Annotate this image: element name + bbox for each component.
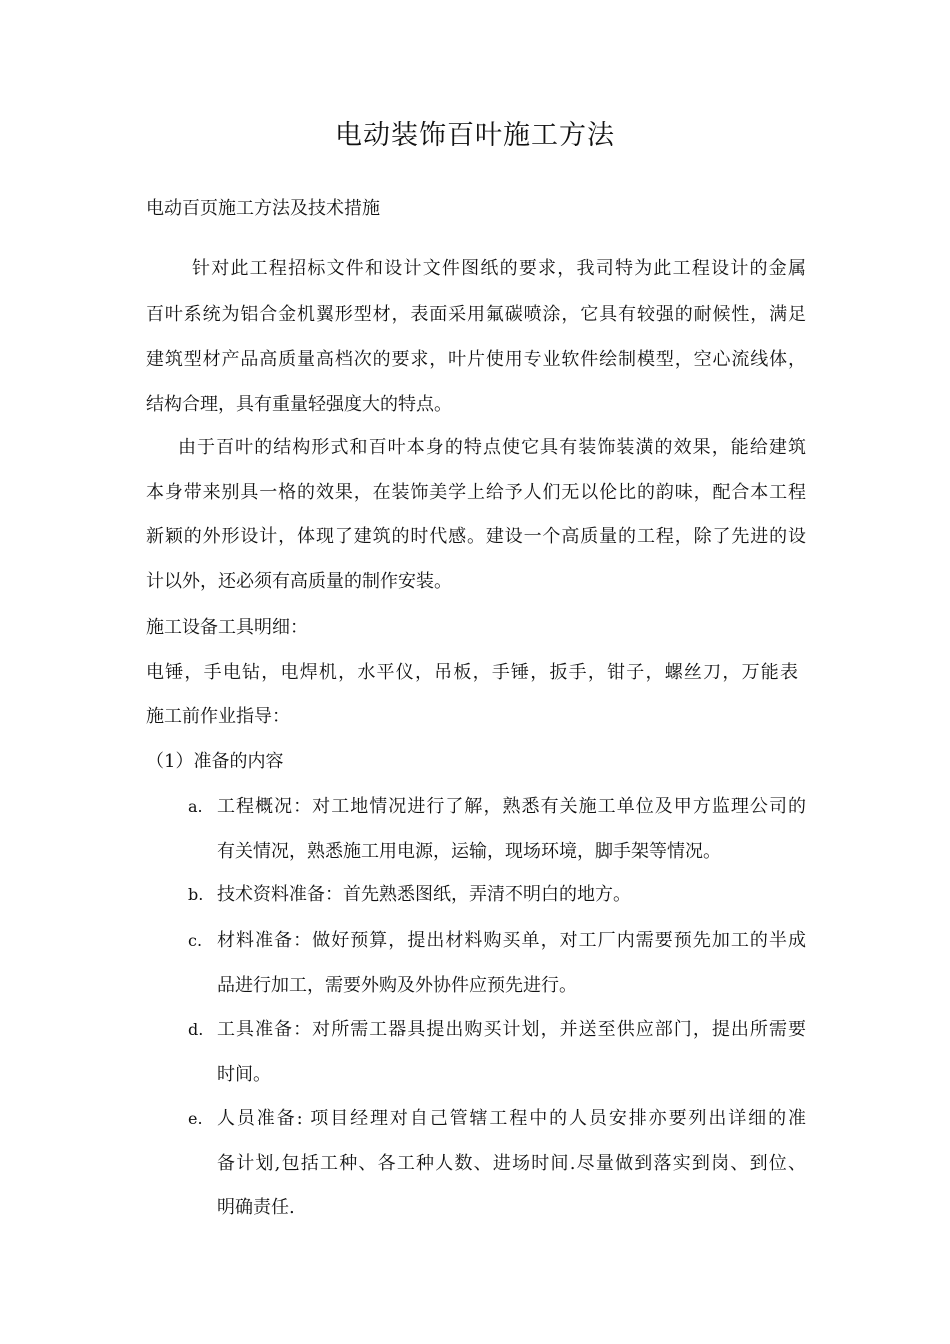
list-item-line: 人员准备: 项目经理对自己管辖工程中的人员安排亦要列出详细的准 (217, 1108, 806, 1129)
list-item-line: 时间。 (217, 1064, 271, 1085)
equipment-list: 电锤，手电钻，电焊机，水平仪，吊板，手锤，扳手，钳子，螺丝刀，万能表 (146, 662, 798, 683)
list-item-line: 备计划,包括工种、各工种人数、进场时间.尽量做到落实到岗、到位、 (217, 1153, 806, 1174)
list-item-line: 明确责任. (217, 1197, 295, 1218)
list-item-line: 材料准备：做好预算，提出材料购买单，对工厂内需要预先加工的半成 (217, 930, 806, 951)
list-item-line: 有关情况，熟悉施工用电源，运输，现场环境，脚手架等情况。 (217, 841, 721, 862)
section-subtitle: 电动百页施工方法及技术措施 (146, 198, 380, 219)
list-item-line: 工具准备：对所需工器具提出购买计划，并送至供应部门，提出所需要 (217, 1019, 806, 1040)
list-marker: d. (188, 1020, 204, 1039)
list-marker: c. (188, 931, 203, 950)
section-heading: （1）准备的内容 (146, 751, 284, 772)
document-title: 电动装饰百叶施工方法 (335, 120, 615, 151)
paragraph-line: 计以外，还必须有高质量的制作安装。 (146, 571, 452, 592)
paragraph-line: 百叶系统为铝合金机翼形型材，表面采用氟碳喷涂，它具有较强的耐候性，满足 (146, 304, 806, 325)
list-marker: a. (188, 797, 203, 816)
list-item-line: 技术资料准备：首先熟悉图纸，弄清不明白的地方。 (217, 884, 631, 905)
paragraph-line: 新颖的外形设计，体现了建筑的时代感。建设一个高质量的工程，除了先进的设 (146, 526, 806, 547)
paragraph-line: 建筑型材产品高质量高档次的要求，叶片使用专业软件绘制模型，空心流线体， (146, 349, 806, 370)
equipment-heading: 施工设备工具明细： (146, 617, 308, 638)
list-item-line: 工程概况：对工地情况进行了解，熟悉有关施工单位及甲方监理公司的 (217, 796, 806, 817)
paragraph-line: 结构合理，具有重量轻强度大的特点。 (146, 394, 452, 415)
list-item-line: 品进行加工，需要外购及外协件应预先进行。 (217, 975, 577, 996)
paragraph-line: 本身带来别具一格的效果，在装饰美学上给予人们无以伦比的韵味，配合本工程 (146, 482, 806, 503)
paragraph-line: 由于百叶的结构形式和百叶本身的特点使它具有装饰装潢的效果，能给建筑 (178, 437, 806, 458)
list-marker: b. (188, 885, 204, 904)
list-marker: e. (188, 1109, 203, 1128)
paragraph-line: 针对此工程招标文件和设计文件图纸的要求，我司特为此工程设计的金属 (192, 258, 806, 279)
guidance-heading: 施工前作业指导： (146, 706, 290, 727)
